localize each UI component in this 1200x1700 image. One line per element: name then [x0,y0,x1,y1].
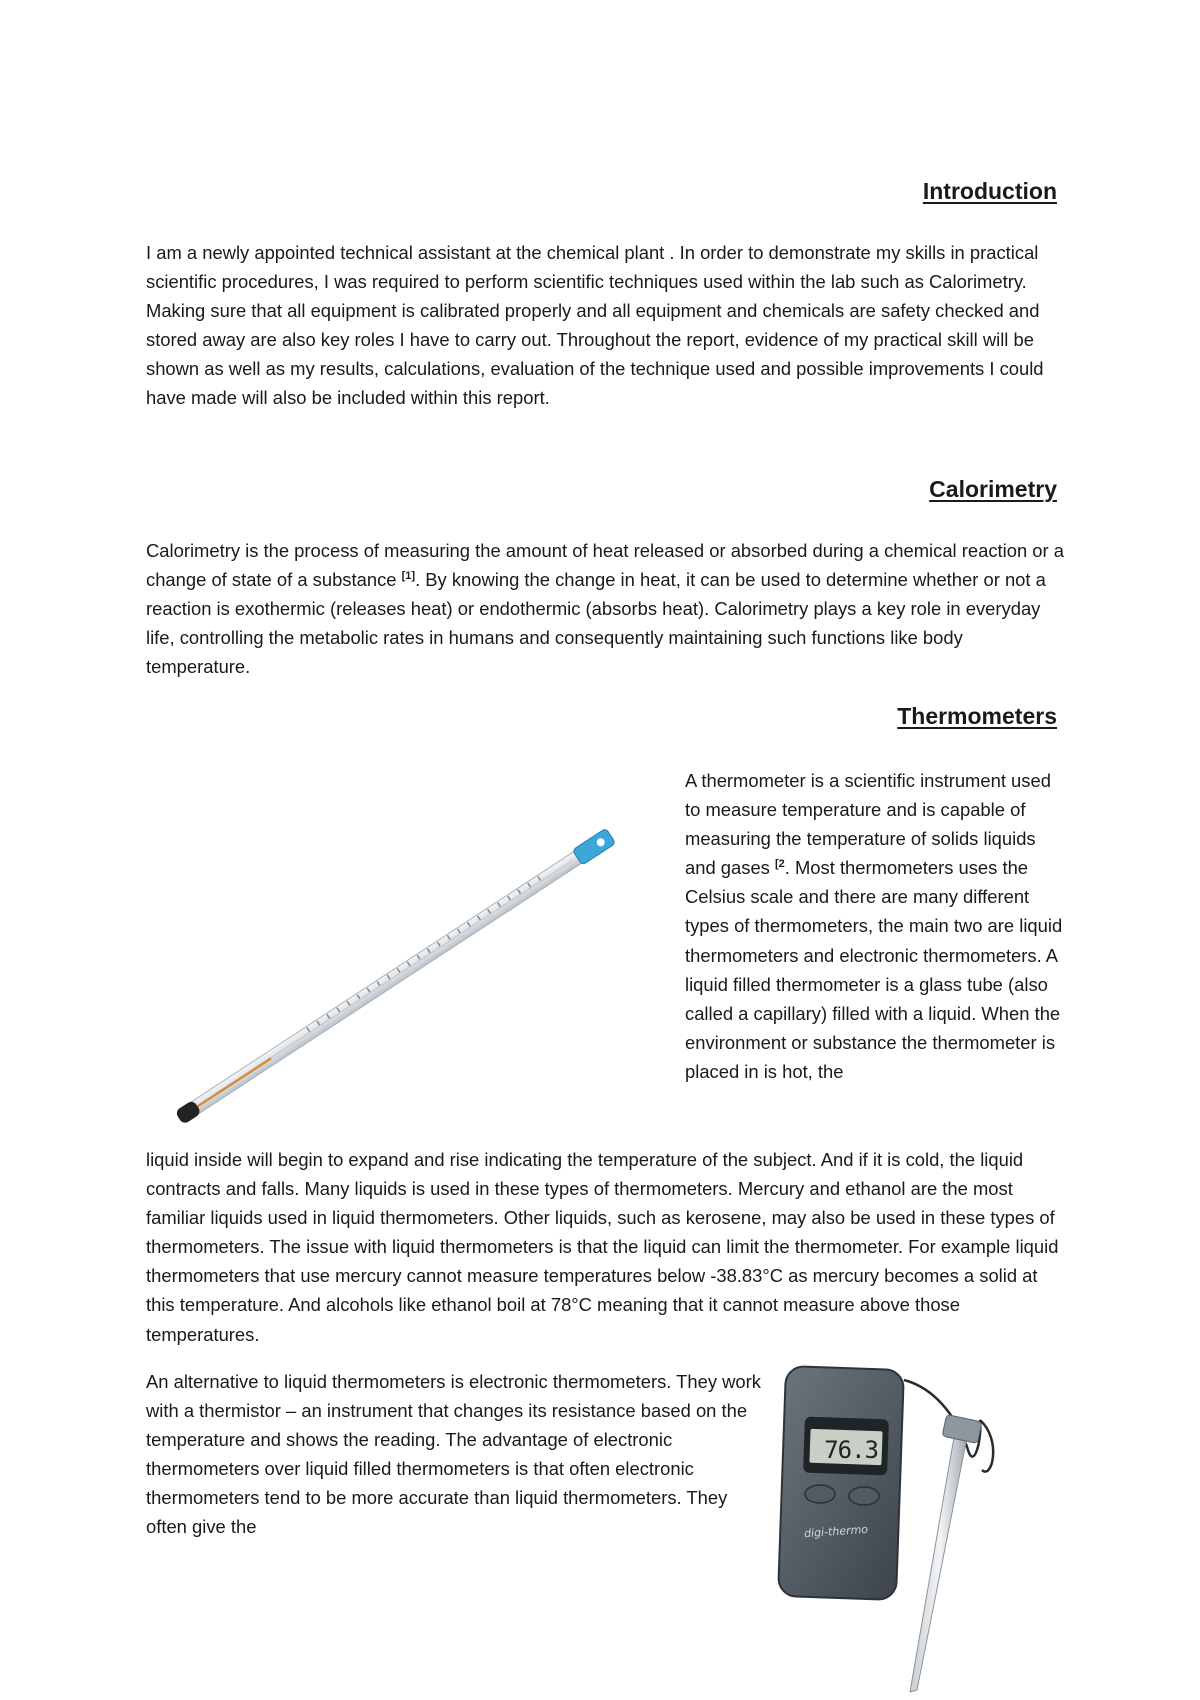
thermometers-paragraph-1 [685,766,1065,1086]
thermometers-text-b: . Most thermometers uses the Celsius scale and there are many different types of thermometers, the main two are liquid thermometers and electronic thermometers. A liquid filled thermometer is a glass tube (also called a capillary) filled with a liquid. When the environment or substance the thermometer is placed in is hot, the [685,857,1063,1082]
digital-display-reading: 76.3 [824,1436,878,1464]
calorimetry-citation: [1] [401,569,416,582]
heading-calorimetry: Calorimetry [929,476,1057,502]
heading-introduction: Introduction [922,178,1057,204]
thermometers-paragraph-1-continued: liquid inside will begin to expand and rise indicating the temperature of the subject. And if it is cold, the liquid contracts and falls. Many liquids is used in these types of thermometers. Mercury and ethanol are the most familiar liquids used in liquid thermometers. Other liquids, such as kerosene, may also be used in these types of thermometers. The issue with liquid thermometers is that the liquid can limit the thermometer. For example liquid thermometers that use mercury cannot measure temperatures below -38.83°C as mercury becomes a solid at this temperature. And alcohols like ethanol boil at 78°C meaning that it cannot measure above those temperatures. [146,1149,1059,1345]
digital-thermometer-brand: digi-thermo [803,1522,869,1541]
calorimetry-text-a: Calorimetry is the process of measuring the amount of heat released or absorbed during a chemical reaction or a change of state of a substance [146,540,1064,591]
calorimetry-paragraph [146,536,1066,681]
liquid-thermometer-image [150,768,670,1128]
heading-thermometers: Thermometers [897,703,1057,729]
calorimetry-text-b: . By knowing the change in heat, it can be used to determine whether or not a reaction is exothermic (releases heat) or endothermic (absorbs heat). Calorimetry plays a key role in everyday life, controlling the metabolic rates in humans and consequently maintaining such functions like body temperature. [146,569,1046,678]
thermometers-text-a: A thermometer is a scientific instrument used to measure temperature and is capable of measuring the temperature of solids liquids and gases [685,770,1051,879]
thermometers-citation: [2 [774,858,785,871]
introduction-paragraph: I am a newly appointed technical assistant at the chemical plant . In order to demonstrate my skills in practical scientific procedures, I was required to perform scientific techniques used within the lab such as Calorimetry. Making sure that all equipment is calibrated properly and all equipment and chemicals are safety checked and stored away are also key roles I have to carry out. Throughout the report, evidence of my practical skill will be shown as well as my results, calculations, evaluation of the technique used and possible improvements I could have made will also be included within this report. [146,242,1044,409]
digital-thermometer-image [752,1360,1072,1700]
thermometers-paragraph-2: An alternative to liquid thermometers is electronic thermometers. They work with a thermistor – an instrument that changes its resistance based on the temperature and shows the reading. The advantage of electronic thermometers over liquid filled thermometers is that often electronic thermometers tend to be more accurate than liquid thermometers. They often give the [146,1371,761,1538]
